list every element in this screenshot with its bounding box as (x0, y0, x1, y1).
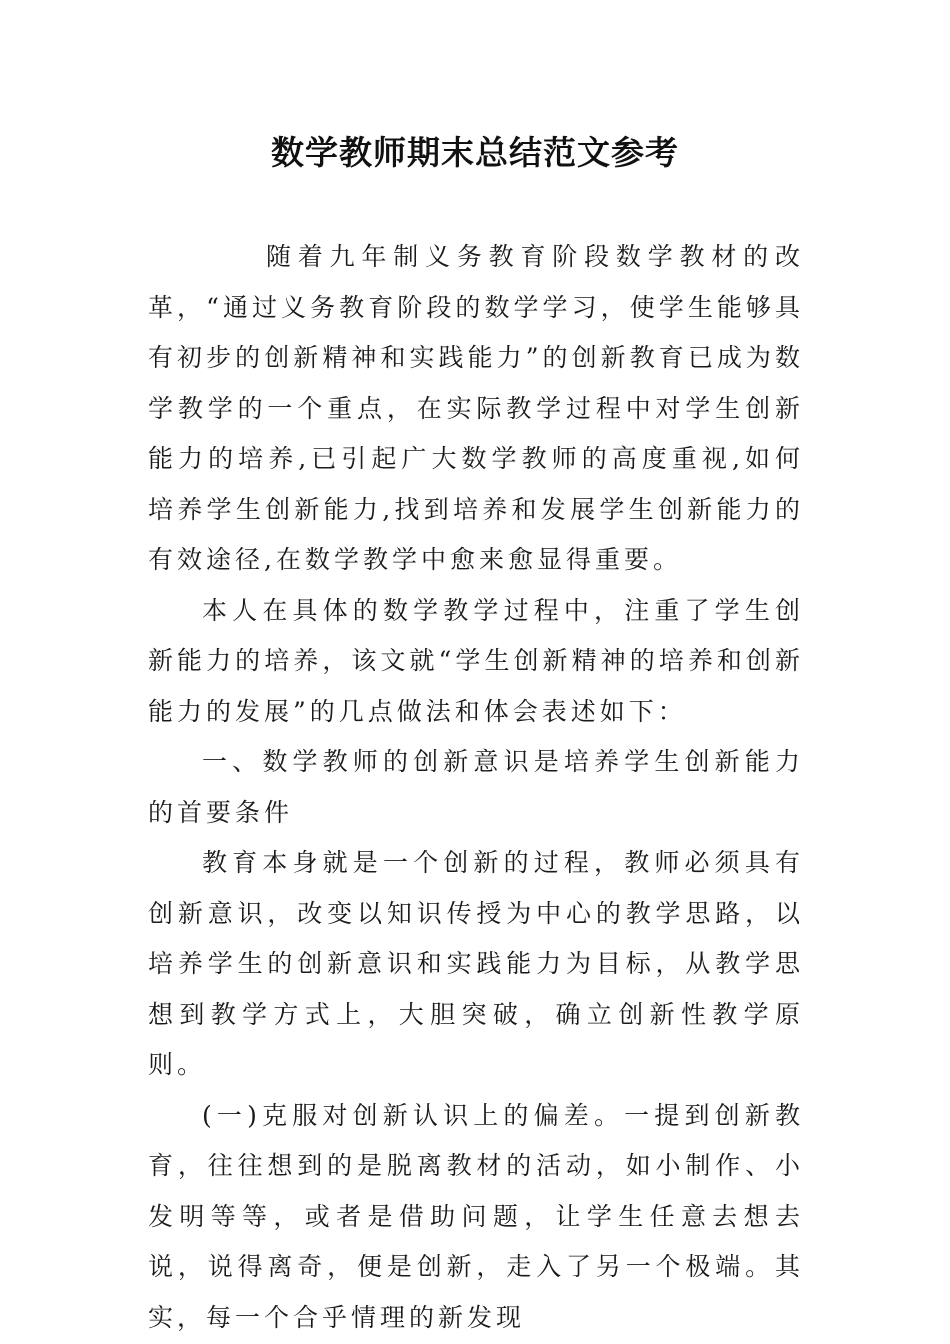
paragraph-subsection-1: (一)克服对创新认识上的偏差。一提到创新教育，往往想到的是脱离教材的活动，如小制作、小发明等等，或者是借助问题，让学生任意去想去说，说得离奇，便是创新，走入了另一个极端。其实，每一个合乎情理的新发现 (148, 1100, 804, 1332)
section-heading-1: 一、数学教师的创新意识是培养学生创新能力的首要条件 (148, 747, 804, 827)
paragraph-innovation-process: 教育本身就是一个创新的过程，教师必须具有创新意识，改变以知识传授为中心的教学思路，以培养学生的创新意识和实践能力为目标，从教学思想到教学方式上，大胆突破，确立创新性教学原则。 (148, 848, 804, 1079)
document-title: 数学教师期末总结范文参考 (271, 133, 679, 172)
paragraph-purpose: 本人在具体的数学教学过程中，注重了学生创新能力的培养，该文就“学生创新精神的培养和创新能力的发展”的几点做法和体会表述如下： (148, 595, 804, 726)
paragraph-intro: 随着九年制义务教育阶段数学教材的改革，“通过义务教育阶段的数学学习，使学生能够具有初步的创新精神和实践能力”的创新教育已成为数学教学的一个重点，在实际教学过程中对学生创新能力的培养,已引起广大数学教师的高度重视,如何培养学生创新能力,找到培养和发展学生创新能力的有效途径,在数学教学中愈来愈显得重要。 (148, 242, 804, 574)
document-body (148, 232, 804, 1343)
